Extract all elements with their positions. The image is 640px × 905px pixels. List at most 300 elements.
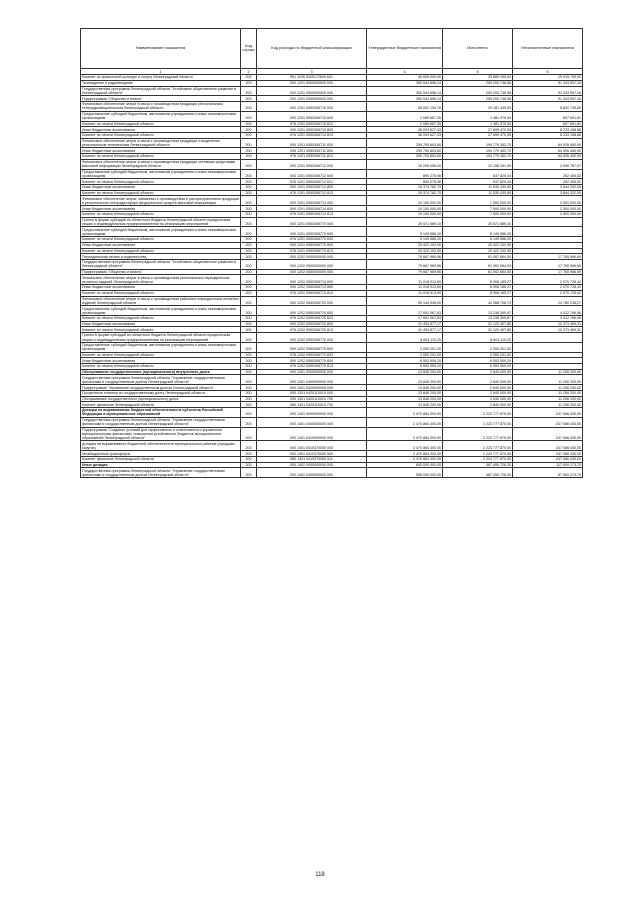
row-approved: 2 050 201,00: [367, 342, 443, 352]
table-row: [81, 159, 583, 169]
row-remaining: 4 412 766,96: [513, 306, 583, 316]
row-executed: 25 571 689,10: [443, 217, 513, 227]
row-executed: 259 200 738,98: [443, 96, 513, 102]
row-code: 200: [241, 396, 257, 402]
row-approved: 13 846 200,00: [367, 402, 443, 408]
row-approved: 17 651 067,83: [367, 306, 443, 316]
row-remaining: 14 780 238,27: [513, 296, 583, 306]
row-name: Иные бюджетные ассигнования: [81, 206, 241, 212]
row-code: 200: [241, 127, 257, 133]
row-name: Подпрограмма "Создание условий для эффективного и ответственного управления муниципальными финансами, повышения устойчивости бюджетов муниципальных образований Ленинградской области": [81, 427, 241, 441]
row-approved: 6 553 909,20: [367, 364, 443, 370]
row-remaining: -: [513, 248, 583, 254]
row-approved: 5 149 586,20: [367, 227, 443, 237]
row-executed: 6 553 909,20: [443, 358, 513, 364]
table-row: [81, 333, 583, 343]
row-code: 200: [241, 242, 257, 248]
row-kbk: 976 1202 0550306713 813: [257, 290, 367, 296]
row-kbk: 000 1202 0550306720 000: [257, 296, 367, 306]
row-kbk: 000 1201 0550306711 800: [257, 148, 367, 154]
row-kbk: 000 1201 0550306770 600: [257, 227, 367, 237]
row-code: 200: [241, 285, 257, 291]
row-approved: 13 846 200,00: [367, 390, 443, 396]
row-name: Комитет по печати Ленинградской области: [81, 327, 241, 333]
row-name: Финансовое обеспечение затрат в связи с производством продукции и выделение региональным телеканалам Ленинградской области: [81, 138, 241, 148]
row-code: 200: [241, 217, 257, 227]
row-remaining: 4 096 787,57: [513, 159, 583, 169]
row-executed: 637 820,44: [443, 179, 513, 185]
header-code: Код строки: [241, 29, 257, 69]
row-executed: 5 149 586,20: [443, 227, 513, 237]
row-kbk: 000 1201 0550306714 000: [257, 196, 367, 206]
row-approved: 259 705 803,60: [367, 154, 443, 160]
row-code: 200: [241, 375, 257, 385]
row-remaining: 11 206 200,00: [513, 375, 583, 385]
table-row: [81, 408, 583, 418]
row-approved: 259 705 803,60: [367, 148, 443, 154]
row-approved: 13 846 200,00: [367, 385, 443, 391]
header-num-6: 6: [513, 68, 583, 75]
row-code: 200: [241, 206, 257, 212]
row-executed: 8 908 185,27: [443, 290, 513, 296]
row-remaining: 8 233 158,88: [513, 132, 583, 138]
row-kbk: 000 1301 0400000000 000: [257, 375, 367, 385]
row-name: Предоставление субсидий бюджетным, автономным учреждениям и иным некоммерческим организациям: [81, 227, 241, 237]
row-executed: 29 181 445,09: [443, 102, 513, 112]
header-num-1: 1: [81, 68, 241, 75]
row-remaining: -: [513, 352, 583, 358]
row-executed: 31 120 407,86: [443, 327, 513, 333]
row-remaining: -: [513, 333, 583, 343]
row-name: Государственная программа Ленинградской области "Управление государственными финансами и государственным долгом Ленинградской области": [81, 417, 241, 427]
row-approved: 2 089 667,35: [367, 121, 443, 127]
row-code: 200: [241, 86, 257, 96]
row-approved: 350 544 696,14: [367, 80, 443, 86]
row-name: Комитет по печати Ленинградской области: [81, 237, 241, 243]
row-remaining: 17 765 966,69: [513, 269, 583, 275]
table-row: [81, 259, 583, 269]
row-executed: 2 640 000,00: [443, 402, 513, 408]
header-num-3: 3: [257, 68, 367, 75]
row-remaining: 607 691,81: [513, 111, 583, 121]
row-kbk: 000 1201 0550000000 000: [257, 96, 367, 102]
row-name: Комитет по печати Ленинградской области: [81, 316, 241, 322]
row-name: Иные бюджетные ассигнования: [81, 127, 241, 133]
row-kbk: 000 1202 0550306713 800: [257, 285, 367, 291]
row-executed: 2 050 201,00: [443, 352, 513, 358]
row-kbk: 000 1201 0550306714 800: [257, 206, 367, 212]
row-code: 200: [241, 333, 257, 343]
row-kbk: 000 1401 0000000000 000: [257, 408, 367, 418]
row-code: 200: [241, 342, 257, 352]
row-executed: 20 422 102,90: [443, 248, 513, 254]
row-kbk: 976 1201 0550306714 813: [257, 211, 367, 217]
row-approved: 2 470 864 300,00: [367, 441, 443, 451]
row-executed: 194 779 352,70: [443, 138, 513, 148]
row-name: Гранты в форме субсидий из областного бюджета Ленинградской области юридическим лицам и индивидуальным предпринимателям на реализацию мероприятий: [81, 333, 241, 343]
row-kbk: 000 1202 0550306720 600: [257, 306, 367, 316]
row-remaining: 3 844 332,05: [513, 185, 583, 191]
row-code: 200: [241, 111, 257, 121]
row-kbk: 000 1201 0550306712 600: [257, 169, 367, 179]
header-kbk: Код расхода по бюджетной классификации: [257, 29, 367, 69]
row-executed: 7 500 000,00: [443, 196, 513, 206]
row-kbk: 000 1401 0400000000 000: [257, 417, 367, 427]
row-executed: 5 149 586,20: [443, 237, 513, 243]
row-kbk: 000 1201 0550306712 000: [257, 159, 367, 169]
header-row: [81, 29, 583, 69]
header-number-row: [81, 68, 583, 75]
table-row: [81, 427, 583, 441]
row-approved: 20 422 102,90: [367, 242, 443, 248]
row-remaining: 247 086 430,00: [513, 451, 583, 457]
row-executed: 487 490 726,30: [443, 468, 513, 478]
row-remaining: 2 070 728,42: [513, 275, 583, 285]
row-name: Иные бюджетные ассигнования: [81, 321, 241, 327]
row-executed: 27 699 470,55: [443, 127, 513, 133]
row-kbk: 000 1401 0410370050 500: [257, 451, 367, 457]
row-executed: 61 902 664,00: [443, 259, 513, 269]
row-approved: 11 018 913,69: [367, 285, 443, 291]
row-name: Комитет финансов Ленинградской области: [81, 456, 241, 462]
row-remaining: 252 455,52: [513, 179, 583, 185]
row-remaining: -: [513, 342, 583, 352]
table-row: [81, 217, 583, 227]
report-sheet: [80, 28, 582, 478]
row-name: Иные бюджетные ассигнования: [81, 358, 241, 364]
row-approved: 350 544 696,14: [367, 86, 443, 96]
row-name: Государственная программа Ленинградской области "Устойчивое общественное развитие в Ленинградской области": [81, 259, 241, 269]
row-executed: 259 200 738,98: [443, 86, 513, 96]
row-name: Предоставление субсидий бюджетным, автономным учреждениям и иным некоммерческим организациям: [81, 169, 241, 179]
row-executed: 1 481 975,54: [443, 111, 513, 121]
table-row: [81, 275, 583, 285]
row-code: 200: [241, 296, 257, 306]
row-kbk: 976 1202 0550306720 623: [257, 316, 367, 322]
row-code: 200: [241, 269, 257, 275]
row-remaining: 11 206 200,00: [513, 390, 583, 396]
row-approved: 10 100 000,00: [367, 196, 443, 206]
row-remaining: 11 206 200,00: [513, 369, 583, 375]
row-approved: 13 846 200,00: [367, 396, 443, 402]
table-row: [81, 385, 583, 391]
row-remaining: 247 086 430,00: [513, 417, 583, 427]
row-name: Государственная программа Ленинградской области "Устойчивое общественное развитие в Ленинградской области": [81, 86, 241, 96]
table-row: [81, 169, 583, 179]
row-approved: 20 422 102,90: [367, 248, 443, 254]
table-row: [81, 369, 583, 375]
row-approved: 13 846 200,00: [367, 375, 443, 385]
row-remaining: 2 500 000,00: [513, 211, 583, 217]
row-remaining: 64 926 450,90: [513, 148, 583, 154]
row-name: Комитет по печати Ленинградской области: [81, 132, 241, 138]
row-remaining: 2 500 000,00: [513, 206, 583, 212]
row-code: 200: [241, 96, 257, 102]
row-code: 200: [241, 456, 257, 462]
row-remaining: 11 206 200,00: [513, 385, 583, 391]
row-code: 200: [241, 190, 257, 196]
row-code: 200: [241, 468, 257, 478]
row-code: 200: [241, 364, 257, 370]
row-executed: 12 158 251,09: [443, 159, 513, 169]
row-kbk: 000 1201 0550306770 000: [257, 217, 367, 227]
row-remaining: 91 343 957,16: [513, 86, 583, 96]
row-code: 200: [241, 185, 257, 191]
row-remaining: 67 509 273,70: [513, 468, 583, 478]
page-number: 118: [315, 872, 325, 878]
row-remaining: 11 206 200,00: [513, 396, 583, 402]
row-executed: 8 908 185,27: [443, 275, 513, 285]
row-code: 200: [241, 306, 257, 316]
row-approved: 13 846 200,00: [367, 369, 443, 375]
row-approved: 38 002 194,78: [367, 102, 443, 112]
header-num-2: 2: [241, 68, 257, 75]
row-kbk: 951 1105 9420172600 621: [257, 75, 367, 81]
row-remaining: -: [513, 358, 583, 364]
table-row: [81, 75, 583, 81]
row-approved: 350 544 696,14: [367, 96, 443, 102]
row-code: 200: [241, 237, 257, 243]
row-code: 200: [241, 102, 257, 112]
row-executed: 61 902 664,00: [443, 254, 513, 260]
row-approved: 2 050 201,00: [367, 352, 443, 358]
row-kbk: 000 1201 0550306710 000: [257, 102, 367, 112]
row-approved: 17 651 067,83: [367, 316, 443, 322]
header-name: Наименование показателя: [81, 29, 241, 69]
row-kbk: 976 1202 0550306770 813: [257, 364, 367, 370]
row-remaining: -: [513, 217, 583, 227]
row-executed: 2 223 777 870,00: [443, 417, 513, 427]
row-executed: 637 820,44: [443, 169, 513, 179]
row-kbk: 000 1202 0550306713 000: [257, 275, 367, 285]
row-code: 200: [241, 248, 257, 254]
row-name: Комитет по физической культуре и спорту Ленинградской области: [81, 75, 241, 81]
table-row: [81, 375, 583, 385]
table-row: [81, 296, 583, 306]
row-remaining: 247 086 430,00: [513, 427, 583, 441]
row-name: Комитет по печати Ленинградской области: [81, 179, 241, 185]
row-executed: 259 200 738,98: [443, 80, 513, 86]
row-kbk: 000 1201 0550306710 800: [257, 127, 367, 133]
row-remaining: 117 509 273,70: [513, 462, 583, 468]
row-name: Комитет по печати Ленинградской области: [81, 352, 241, 358]
row-approved: 41 493 877,17: [367, 327, 443, 333]
row-remaining: 607 691,81: [513, 121, 583, 127]
row-approved: 8 604 110,20: [367, 333, 443, 343]
row-name: Иные бюджетные ассигнования: [81, 242, 241, 248]
row-name: Комитет по печати Ленинградской области: [81, 290, 241, 296]
row-approved: 10 100 000,00: [367, 211, 443, 217]
row-name: Комитет по печати Ленинградской области: [81, 248, 241, 254]
row-code: 200: [241, 316, 257, 322]
row-executed: 2 640 000,00: [443, 385, 513, 391]
row-remaining: -: [513, 237, 583, 243]
row-code: 200: [241, 390, 257, 396]
row-name: Иные бюджетные ассигнования: [81, 185, 241, 191]
row-code: 200: [241, 385, 257, 391]
row-remaining: 10 373 469,31: [513, 327, 583, 333]
row-kbk: 000 1202 0000000000 000: [257, 254, 367, 260]
row-approved: 2 470 864 300,00: [367, 417, 443, 427]
row-name: Комитет по печати Ленинградской области: [81, 364, 241, 370]
row-name: Финансовое обеспечение затрат в связи с производством продукции сетевыми средствами массовой информации Ленинградской области: [81, 159, 241, 169]
row-kbk: 000 1301 0000000000 000: [257, 369, 367, 375]
row-kbk: 976 1201 0550306710 621: [257, 121, 367, 127]
row-remaining: 91 343 957,16: [513, 80, 583, 86]
row-approved: 10 100 000,00: [367, 206, 443, 212]
row-executed: 13 238 300,87: [443, 306, 513, 316]
row-kbk: 976 1201 0550306770 813: [257, 248, 367, 254]
row-name: Гранты в форме субсидий из областного бюджета Ленинградской области юридическим лицам и индивидуальным предпринимателям на реализацию мероприятий: [81, 217, 241, 227]
row-approved: 79 667 969,56: [367, 259, 443, 269]
table-row: [81, 468, 583, 478]
row-executed: 2 050 201,00: [443, 342, 513, 352]
row-approved: 59 144 945,00: [367, 296, 443, 306]
table-row: [81, 390, 583, 396]
table-row: [81, 102, 583, 112]
row-remaining: 2 500 000,00: [513, 196, 583, 206]
row-code: 200: [241, 121, 257, 127]
row-approved: 890 275,96: [367, 169, 443, 179]
table-row: [81, 342, 583, 352]
row-executed: 2 640 000,00: [443, 375, 513, 385]
row-code: 200: [241, 451, 257, 457]
row-name: Подпрограмма "Общество и власть": [81, 96, 241, 102]
row-code: 200: [241, 275, 257, 285]
row-kbk: 976 1201 0550306712 621: [257, 179, 367, 185]
row-code: 200: [241, 132, 257, 138]
row-executed: 487 490 726,30: [443, 462, 513, 468]
row-kbk: 980 1401 0410370050 511: [257, 456, 367, 462]
row-remaining: 3 844 332,05: [513, 190, 583, 196]
row-executed: 2 640 000,00: [443, 390, 513, 396]
header-num-4: 4: [367, 68, 443, 75]
row-kbk: 000 1201 0550306710 600: [257, 111, 367, 121]
table-row: [81, 196, 583, 206]
row-remaining: 19 915 705,00: [513, 75, 583, 81]
row-code: 200: [241, 138, 257, 148]
row-executed: 2 223 777 870,00: [443, 441, 513, 451]
row-name: Предоставление субсидий бюджетным, автономным учреждениям и иным некоммерческим организациям: [81, 306, 241, 316]
row-remaining: -: [513, 227, 583, 237]
row-approved: 890 275,96: [367, 179, 443, 185]
row-approved: 2 089 667,35: [367, 111, 443, 121]
row-approved: 79 667 969,56: [367, 269, 443, 275]
row-executed: 1 481 975,54: [443, 121, 513, 127]
row-name: Комитет по печати Ленинградской области: [81, 211, 241, 217]
row-name: Телевидение и радиовещание: [81, 80, 241, 86]
row-remaining: 17 765 966,69: [513, 259, 583, 269]
row-executed: 2 223 777 870,00: [443, 427, 513, 441]
row-remaining: 252 455,52: [513, 169, 583, 179]
row-code: 200: [241, 154, 257, 160]
row-code: 200: [241, 290, 257, 296]
row-remaining: 10 373 469,31: [513, 321, 583, 327]
row-remaining: 64 926 450,90: [513, 138, 583, 148]
row-kbk: 000 1301 0420110010 700: [257, 396, 367, 402]
row-remaining: 17 765 966,69: [513, 254, 583, 260]
row-name: Комитет по печати Ленинградской области: [81, 154, 241, 160]
row-kbk: 000 1202 0550306770 600: [257, 342, 367, 352]
row-approved: 15 374 782,70: [367, 185, 443, 191]
header-remaining: Неисполненные назначения: [513, 29, 583, 69]
row-remaining: 8 233 158,88: [513, 127, 583, 133]
row-executed: 11 530 430,65: [443, 185, 513, 191]
row-code: 200: [241, 80, 257, 86]
row-approved: 259 705 803,60: [367, 138, 443, 148]
row-name: Финансовое обеспечение затрат в связи с производством продукции региональным телерадиовещательным Ленинградской области: [81, 102, 241, 112]
row-name: Предоставление субсидий бюджетным, автономным учреждениям и иным некоммерческим организациям: [81, 342, 241, 352]
row-approved: 36 093 627,43: [367, 127, 443, 133]
row-kbk: 976 1202 0550306720 813: [257, 327, 367, 333]
table-body: [81, 75, 583, 478]
row-kbk: 000 1401 0410000000 000: [257, 427, 367, 441]
row-kbk: 000 1301 0420000000 000: [257, 385, 367, 391]
row-approved: 6 553 909,20: [367, 358, 443, 364]
row-name: Комитет финансов Ленинградской области: [81, 402, 241, 408]
row-kbk: 000 1301 0420110010 000: [257, 390, 367, 396]
row-executed: 2 223 777 870,00: [443, 451, 513, 457]
row-kbk: 000 1202 0500000000 000: [257, 259, 367, 269]
row-executed: 8 908 185,27: [443, 285, 513, 291]
row-kbk: 976 1201 0550306712 813: [257, 190, 367, 196]
row-code: 200: [241, 321, 257, 327]
row-approved: 36 093 627,43: [367, 132, 443, 138]
row-kbk: 976 1202 0550306770 633: [257, 352, 367, 358]
row-code: 200: [241, 402, 257, 408]
row-executed: 27 699 470,55: [443, 132, 513, 138]
row-name: Финансовое обеспечение затрат в связи с производством районных периодических печатных изданий Ленинградской области: [82, 296, 239, 305]
row-remaining: 64 926 450,90: [513, 154, 583, 160]
row-name: Комитет по печати Ленинградской области: [81, 121, 241, 127]
row-executed: 2 640 000,00: [443, 369, 513, 375]
row-executed: 20 422 102,90: [443, 242, 513, 248]
row-code: 200: [241, 179, 257, 185]
row-remaining: 11 206 200,00: [513, 402, 583, 408]
row-code: 200: [241, 75, 257, 81]
row-approved: 16 265 058,00: [367, 159, 443, 169]
row-executed: 194 779 352,70: [443, 154, 513, 160]
row-approved: 2 470 864 300,00: [367, 427, 443, 441]
row-executed: 2 223 777 870,00: [443, 456, 513, 462]
row-approved: 45 605 000,00: [367, 75, 443, 81]
row-executed: 7 500 000,00: [443, 206, 513, 212]
row-remaining: 247 086 430,00: [513, 456, 583, 462]
row-code: 200: [241, 427, 257, 441]
row-code: 200: [241, 358, 257, 364]
row-name: Финансовое обеспечение затрат, связанных с производством и распространением продукции в региональном телерадиоэфире федеральных средств массовой информации: [82, 196, 239, 205]
row-approved: 555 000 000,00: [367, 468, 443, 478]
row-executed: 8 604 110,20: [443, 333, 513, 343]
row-executed: 194 779 352,70: [443, 148, 513, 154]
row-remaining: 2 070 728,42: [513, 285, 583, 291]
row-executed: 6 553 909,20: [443, 364, 513, 370]
row-approved: 41 493 877,17: [367, 321, 443, 327]
row-kbk: 980 1301 0420110010 730: [257, 402, 367, 408]
row-remaining: 2 070 728,42: [513, 290, 583, 296]
row-code: 200: [241, 408, 257, 418]
row-executed: 11 530 430,65: [443, 190, 513, 196]
row-name: Межбюджетные трансферты: [81, 451, 241, 457]
row-executed: 13 238 300,87: [443, 316, 513, 322]
row-kbk: 000 1201 0550306711 000: [257, 138, 367, 148]
table-row: [81, 227, 583, 237]
budget-table: [80, 28, 583, 478]
table-row: [81, 441, 583, 451]
row-name: Финансовое обеспечение затрат в связи с производством региональных периодических печатных изданий Ленинградской области: [81, 275, 241, 285]
row-remaining: 247 086 430,00: [513, 408, 583, 418]
table-row: [81, 306, 583, 316]
